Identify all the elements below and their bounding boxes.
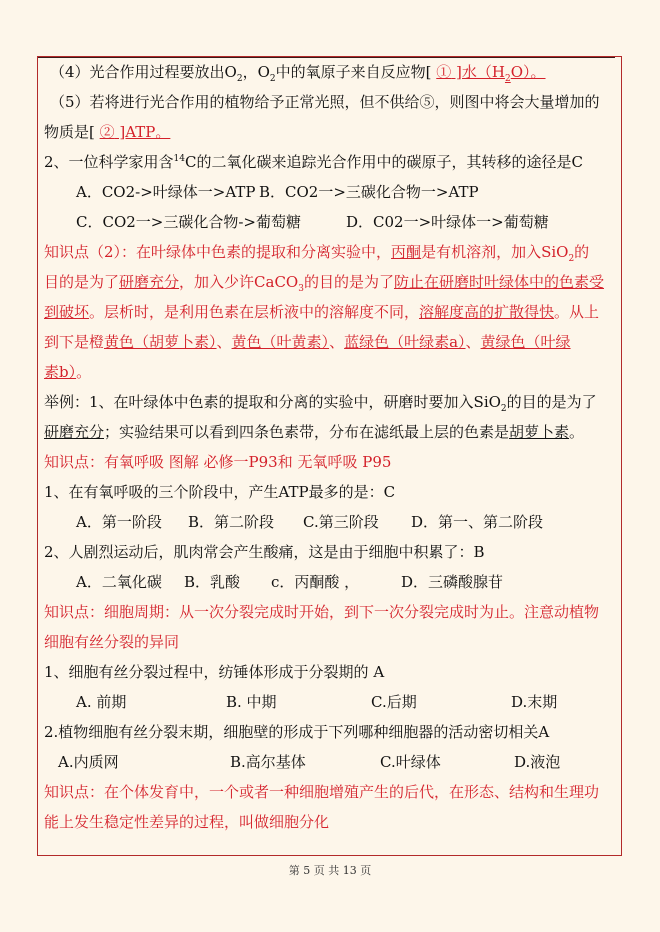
- question-1-mitosis-options: A. 前期 B. 中期 C.后期 D.末期: [76, 693, 558, 711]
- knowledge-point-differentiation-line-1: 知识点：在个体发育中，一个或者一种细胞增殖产生的后代，在形态、结构和生理功: [44, 783, 600, 801]
- line-5-options: A．CO2->叶绿体一>ATP B．CO2一>三碳化合物一>ATP: [76, 183, 479, 201]
- knowledge-point-differentiation-line-2: 能上发生稳定性差异的过程，叫做细胞分化: [44, 813, 330, 831]
- knowledge-point-cell-cycle-line-1: 知识点：细胞周期：从一次分裂完成时开始，到下一次分裂完成时为止。注意动植物: [44, 603, 600, 621]
- question-1-options: A．第一阶段 B．第二阶段 C.第三阶段 D．第一、第二阶段: [76, 513, 544, 531]
- line-3: 物质是[ ② ]ATP。: [44, 123, 171, 141]
- knowledge-point-2-line-5: 素b）。: [44, 363, 92, 381]
- knowledge-point-2-line-4: 到下是橙黄色（胡萝卜素）、黄色（叶黄素）、蓝绿色（叶绿素a）、黄绿色（叶绿: [44, 333, 571, 351]
- line-1: （4）光合作用过程要放出$O_2$，$O_2$中的氧原子来自反应物[ ① ]水$(H_2O)$。: [50, 63, 546, 84]
- question-2-respiration: 2、人剧烈运动后，肌肉常会产生酸痛，这是由于细胞中积累了：B: [44, 543, 485, 561]
- knowledge-point-cell-cycle-line-2: 细胞有丝分裂的异同: [44, 633, 180, 651]
- question-1-mitosis: 1、细胞有丝分裂过程中，纺锤体形成于分裂期的 A: [44, 663, 385, 681]
- question-2-mitosis-options: A.内质网 B.高尔基体 C.叶绿体 D.液泡: [58, 753, 561, 771]
- example-line-2: 研磨充分；实验结果可以看到四条色素带，分布在滤纸最上层的色素是胡萝卜素。: [44, 423, 585, 441]
- knowledge-point-2-line-1: 知识点（2）：在叶绿体中色素的提取和分离实验中，丙酮是有机溶剂，加入SiO$_2$的: [44, 243, 590, 264]
- line-4: 2、一位科学家用含$^{14}$C的二氧化碳来追踪光合作用中的碳原子，其转移的途径是C: [44, 153, 583, 171]
- example-line-1: 举例：1、在叶绿体中色素的提取和分离的实验中，研磨时要加入SiO$_2$的目的是为了: [44, 393, 597, 414]
- document-body: [44, 60, 618, 834]
- knowledge-point-respiration: 知识点：有氧呼吸 图解 必修一P93和 无氧呼吸 P95: [44, 453, 392, 471]
- knowledge-point-2-line-3: 到破坏。层析时，是利用色素在层析液中的溶解度不同，溶解度高的扩散得快。从上: [44, 303, 600, 321]
- knowledge-point-2-line-2: 目的是为了研磨充分，加入少许CaCO$_3$的目的是为了防止在研磨时叶绿体中的色素受: [44, 273, 604, 294]
- question-1-respiration: 1、在有氧呼吸的三个阶段中，产生ATP最多的是：C: [44, 483, 396, 501]
- question-2-mitosis: 2.植物细胞有丝分裂末期，细胞壁的形成于下列哪种细胞器的活动密切相关A: [44, 723, 550, 741]
- question-2-options: A．二氧化碳 B．乳酸 c．丙酮酸 ， D．三磷酸腺苷: [76, 573, 504, 591]
- page-number-footer: 第 5 页 共 13 页: [288, 864, 372, 877]
- line-2: （5）若将进行光合作用的植物给予正常光照，但不供给⑤，则图中将会大量增加的: [50, 93, 600, 111]
- line-6-options: C．CO2一>三碳化合物->葡萄糖 D．C02一>叶绿体一>葡萄糖: [76, 213, 549, 231]
